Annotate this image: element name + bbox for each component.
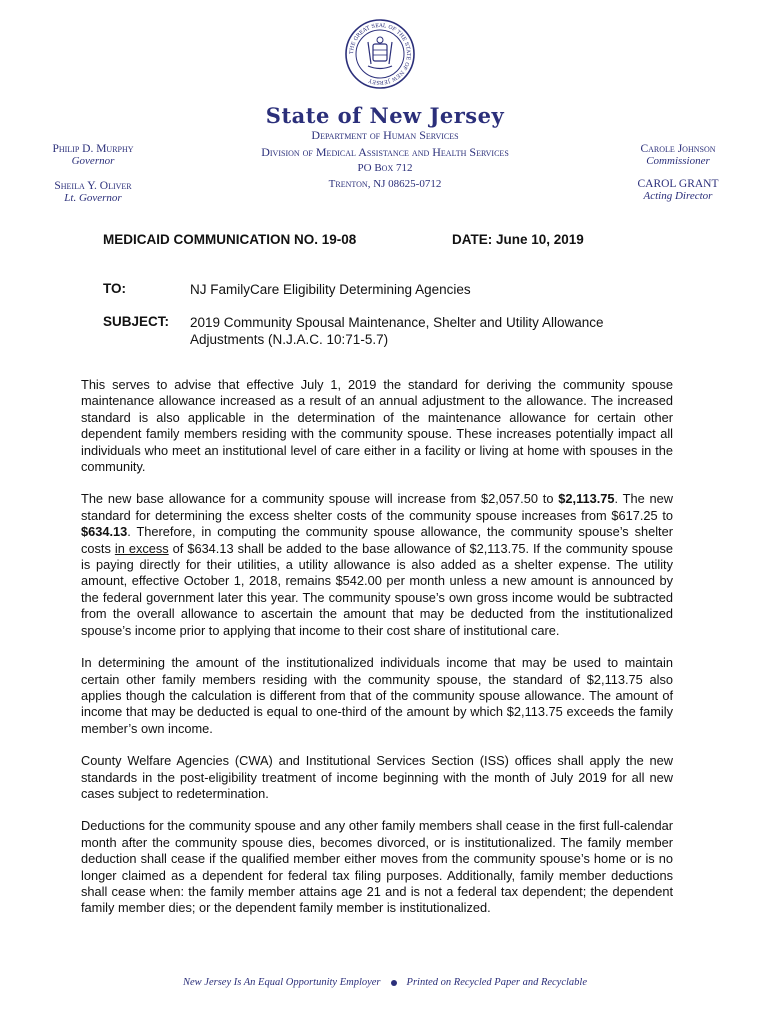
svg-text:THE GREAT SEAL OF THE STATE OF xyxy=(349,23,411,85)
communication-number: MEDICAID COMMUNICATION NO. 19-08 xyxy=(103,232,357,247)
subject-value xyxy=(190,314,603,348)
governor-name: Philip D. Murphy xyxy=(52,143,134,155)
to-label: TO: xyxy=(103,281,126,296)
footer-equal-opportunity: New Jersey Is An Equal Opportunity Employer xyxy=(183,977,381,988)
commissioner-name: Carole Johnson xyxy=(640,143,716,155)
footer-recycled: Printed on Recycled Paper and Recyclable xyxy=(406,977,587,988)
seal-text: THE GREAT SEAL OF THE STATE OF NEW JERSEY xyxy=(348,22,412,86)
paragraph-base-allowance: The new base allowance for a community spouse will increase from $2,057.50 to $2,113.75. The new standard for determining the excess shelter costs of the community spouse increases from $617.25 to $634.13. Therefore, in computing the community spouse allowance, the community spouse’s shelter costs in excess of $634.13 shall be added to the base allowance of $2,113.75. If the community spouse is paying directly for their utilities, a utility allowance is also added as a shelter expense. The utility amount, effective October 1, 2018, remains $542.00 per month unless a new amount is announced by the federal government later this year. The community spouse’s own gross income would be subtracted from the overall allowance to ascertain the amount that may be deducted from the institutionalized spouse’s income prior to applying that income to their cost share of institutional care. xyxy=(81,491,674,638)
subject-line-2: Adjustments (N.J.A.C. 10:71-5.7) xyxy=(190,332,389,347)
communication-date: DATE: June 10, 2019 xyxy=(452,232,584,247)
bullet-icon xyxy=(391,980,397,986)
memo-body xyxy=(81,377,673,933)
division-name: Division of Medical Assistance and Health Services xyxy=(261,145,509,159)
governor-title: Governor xyxy=(71,155,115,167)
paragraph-deductions-cease: Deductions for the community spouse and any other family members shall cease in the first full-calendar month after the community spouse dies, becomes divorced, or is institutionalized. The family member deduction shall cease if the qualified member either moves from the community spouse’s home or is no longer claimed as a dependent for federal tax filing purposes. Additionally, family member deductions shall cease when: the family member attains age 21 and is not a federal tax dependent; the dependent family member dies; or the dependent family member is institutionalized. xyxy=(81,818,673,916)
paragraph-cwa-iss: County Welfare Agencies (CWA) and Institutional Services Section (ISS) offices shall apply the new standards in the post-eligibility treatment of income beginning with the month of July 2019 for all new cases subject to redetermination. xyxy=(81,753,673,801)
state-seal-icon xyxy=(344,18,416,90)
department-name: Department of Human Services xyxy=(311,128,459,142)
to-value: NJ FamilyCare Eligibility Determining Agencies xyxy=(190,282,471,297)
director-title: Acting Director xyxy=(643,190,713,202)
city-address: Trenton, NJ 08625-0712 xyxy=(328,178,442,190)
footer xyxy=(0,977,770,988)
lt-governor-title: Lt. Governor xyxy=(64,192,122,204)
paragraph-effective-date: This serves to advise that effective July 1, 2019 the standard for deriving the community spouse maintenance allowance increased as a result of an annual adjustment to the allowance. The increased standard is also applicable in the determination of the maintenance allowance for certain other dependent family members residing with the community spouse. These increases potentially impact all individuals who meet an institutional level of care either in a facility or living at home with spouses in the community. xyxy=(81,377,673,475)
subject-label: SUBJECT: xyxy=(103,314,170,329)
state-name-header: State of New Jersey xyxy=(265,103,505,128)
po-box: PO Box 712 xyxy=(357,162,413,174)
paragraph-family-members: In determining the amount of the institutionalized individuals income that may be used to maintain certain other family members residing with the community spouse, the standard of $2,113.75 also applies though the calculation is different from that of the community spouse allowance. The amount of income that may be deducted is equal to one-third of the amount by which $2,113.75 exceeds the family member’s own income. xyxy=(81,655,673,736)
subject-line-1: 2019 Community Spousal Maintenance, Shelter and Utility Allowance xyxy=(190,315,604,330)
director-name: CAROL GRANT xyxy=(637,178,719,190)
commissioner-title: Commissioner xyxy=(646,155,710,167)
lt-governor-name: Sheila Y. Oliver xyxy=(54,180,132,192)
